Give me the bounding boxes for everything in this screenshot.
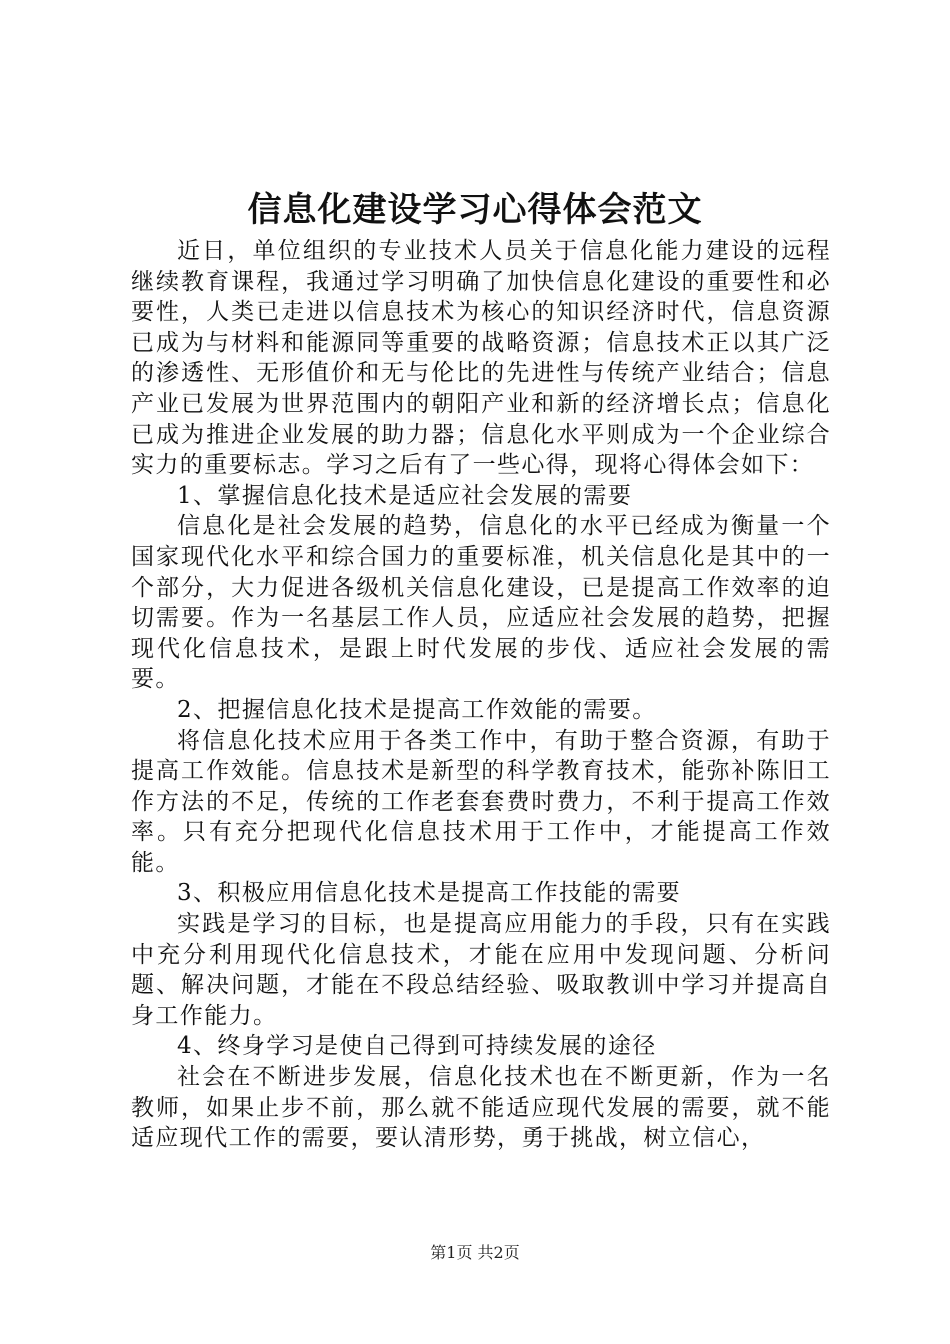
paragraph-intro: 近日，单位组织的专业技术人员关于信息化能力建设的远程继续教育课程，我通过学习明确了加快信息化建设的重要性和必要性，人类已走进以信息技术为核心的知识经济时代，信息资源已成为与材料和能源同等重要的战略资源；信息技术正以其广泛的渗透性、无形值价和无与伦比的先进性与传统产业结合；信息产业已发展为世界范围内的朝阳产业和新的经济增长点；信息化已成为推进企业发展的助力器；信息化水平则成为一个企业综合实力的重要标志。学习之后有了一些心得，现将心得体会如下：: [131, 238, 831, 479]
paragraph-section-4: 社会在不断进步发展，信息化技术也在不断更新，作为一名教师，如果止步不前，那么就不能适应现代发展的需要，就不能适应现代工作的需要，要认清形势，勇于挑战，树立信心，: [131, 1064, 831, 1152]
section-heading-1: 1、掌握信息化技术是适应社会发展的需要: [177, 482, 633, 509]
paragraph-section-1: 信息化是社会发展的趋势，信息化的水平已经成为衡量一个国家现代化水平和综合国力的重要标准，机关信息化是其中的一个部分，大力促进各级机关信息化建设，已是提高工作效率的迫切需要。作为一名基层工作人员，应适应社会发展的趋势，把握现代化信息技术，是跟上时代发展的步伐、适应社会发展的需要。: [131, 513, 831, 693]
section-heading-2: 2、把握信息化技术是提高工作效能的需要。: [177, 696, 657, 723]
document-title: 信息化建设学习心得体会范文: [247, 190, 703, 230]
paragraph-section-3: 实践是学习的目标，也是提高应用能力的手段，只有在实践中充分利用现代化信息技术，才能在应用中发现问题、分析问题、解决问题，才能在不段总结经验、吸取教训中学习并提高自身工作能力。: [131, 911, 831, 1029]
document-body: [131, 236, 831, 1154]
page-number-footer: 第1页 共2页: [430, 1243, 520, 1262]
section-heading-4: 4、终身学习是使自己得到可持续发展的途径: [177, 1033, 657, 1060]
paragraph-section-2: 将信息化技术应用于各类工作中，有助于整合资源，有助于提高工作效能。信息技术是新型的科学教育技术，能弥补陈旧工作方法的不足，传统的工作老套套费时费力，不利于提高工作效率。只有充分把现代化信息技术用于工作中，才能提高工作效能。: [131, 727, 831, 876]
section-heading-3: 3、积极应用信息化技术是提高工作技能的需要: [177, 880, 682, 907]
